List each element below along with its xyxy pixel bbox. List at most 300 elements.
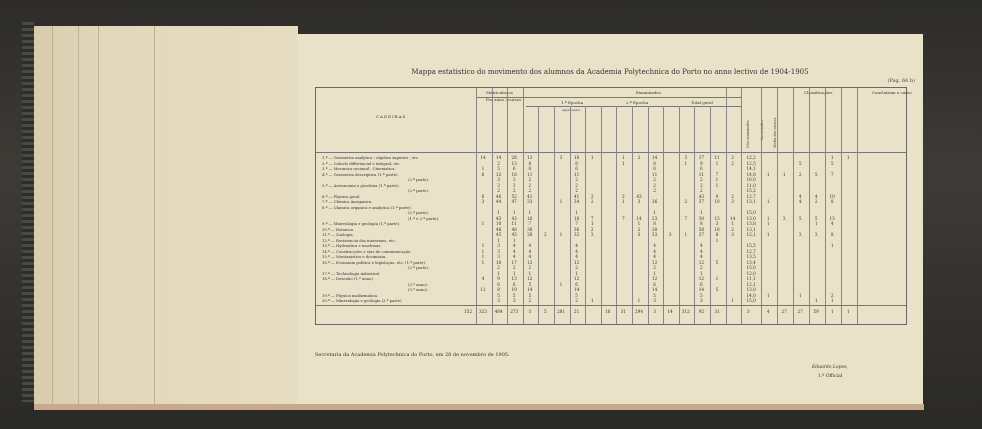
totals-cell: 5 — [544, 308, 547, 314]
footer-secretaria: Secretaria da Academia Polytechnica do Porto, em 28 de novembro de 1905. — [315, 352, 510, 358]
table-row-label: 15.ª — Montanistica e docimasia. — [322, 254, 387, 259]
table-cell: 1 — [684, 232, 688, 237]
table-cell: 6 — [575, 281, 578, 287]
totals-cell: 152 — [464, 308, 472, 314]
statistics-table — [315, 87, 912, 325]
table-cell: 1 — [700, 210, 703, 215]
table-column-rule — [841, 88, 842, 324]
table-cell: 1 — [715, 237, 719, 243]
header-cadeiras: CADEIRAS — [376, 114, 407, 119]
table-cell: 3 — [653, 298, 656, 303]
table-cell: 8 — [715, 232, 719, 237]
table-cell: 3 — [497, 177, 500, 182]
totals-cell: 31 — [620, 308, 627, 314]
table-cell: 2 — [653, 177, 656, 182]
table-cell: 1 — [559, 232, 563, 237]
table-cell: 8 — [497, 287, 500, 292]
table-cell: 45 — [495, 232, 502, 237]
table-cell: 4 — [653, 254, 656, 259]
header-media: Media dos valores — [773, 117, 777, 148]
table-cell: 1 — [731, 298, 734, 303]
header-approvados: Approvados — [562, 108, 580, 112]
table-cell: 3 — [559, 155, 563, 160]
table-cell: 1 — [700, 270, 703, 276]
table-cell: 12,0 — [746, 270, 756, 276]
table-cell: 15,5 — [746, 243, 756, 248]
totals-cell: 3 — [653, 308, 656, 314]
table-cell: 11 — [511, 221, 517, 226]
table-cell: 3 — [731, 199, 734, 204]
table-cell: 43 — [698, 193, 705, 199]
table-cell: 5 — [512, 292, 516, 298]
table-row-label: (1.ª e 2.ª parte). — [408, 215, 440, 221]
table-cell: 37 — [698, 232, 705, 237]
document-title: Mappa estatistico do movimento dos alumnos da Academia Polytechnica do Porto no anno lectivo de 1904-1905 — [411, 68, 809, 76]
table-cell: 16 — [495, 259, 502, 265]
table-cell: 7 — [575, 221, 578, 226]
table-cell: 4 — [798, 193, 802, 199]
signature-name: Eduardo Lopes, — [812, 365, 848, 370]
table-cell: 44 — [495, 199, 502, 204]
table-cell: 2 — [497, 188, 500, 193]
table-cell: 1 — [653, 210, 656, 215]
table-cell: 4 — [653, 248, 656, 254]
table-cell: 1 — [559, 281, 563, 287]
totals-cell: 27 — [781, 308, 787, 314]
table-row-label: (2.ª parte). — [408, 188, 430, 193]
table-cell: 5 — [798, 215, 802, 221]
table-cell: 2 — [700, 177, 703, 182]
table-column-rule — [857, 88, 858, 324]
table-cell: 12,1 — [746, 281, 756, 287]
table-cell: 12,1 — [746, 232, 756, 237]
table-cell: 1 — [481, 248, 485, 254]
table-cell: 9 — [700, 160, 703, 166]
table-cell: 43 — [511, 215, 517, 221]
table-cell: 1 — [575, 210, 578, 215]
totals-cell: 1 — [830, 308, 834, 314]
table-cell: 7 — [830, 171, 834, 177]
table-cell: 12 — [651, 259, 658, 265]
table-cell: 43 — [636, 193, 642, 199]
table-cell: 11 — [480, 287, 486, 292]
table-cell: 1 — [622, 199, 625, 204]
table-cell: 13,1 — [746, 199, 756, 204]
header-total-geral: Total geral — [691, 100, 713, 105]
table-cell: 16 — [573, 215, 580, 221]
totals-cell: 273 — [510, 308, 519, 314]
table-cell: 12,7 — [746, 193, 756, 199]
header-classificacoes: Classificações — [804, 90, 833, 95]
table-cell: 12 — [573, 259, 580, 265]
table-cell: 12 — [527, 259, 533, 265]
table-cell: 8 — [528, 160, 532, 166]
table-cell: 12,7 — [746, 248, 756, 254]
table-row-label: 3.ª — Mecanica racional ; Cinematica. — [322, 166, 396, 171]
table-cell: 14 — [636, 215, 642, 221]
table-cell: 6 — [700, 281, 703, 287]
table-cell: 13 — [511, 160, 517, 166]
table-cell: 5 — [715, 287, 719, 292]
table-cell: 13,8 — [746, 221, 756, 226]
totals-cell: 464 — [494, 308, 503, 314]
table-column-rule — [809, 88, 810, 324]
table-cell: 2 — [700, 188, 703, 193]
table-cell: 1 — [715, 160, 719, 166]
table-cell: 2 — [497, 265, 500, 270]
table-rule — [316, 305, 906, 306]
table-cell: 14 — [573, 287, 580, 292]
table-row-label: 17.ª — Technologia industrial. — [322, 270, 381, 276]
totals-cell: 1 — [846, 308, 850, 314]
table-cell: 14 — [651, 287, 658, 292]
table-row-label: 18.ª — Desenho (1.º anno). — [322, 276, 375, 281]
table-cell: 6 — [481, 171, 485, 177]
table-cell: 16 — [527, 215, 533, 221]
table-cell: 5 — [497, 166, 500, 171]
table-cell: 13 — [511, 276, 517, 281]
table-cell: 16,0 — [746, 177, 756, 182]
table-row-label: (3.º anno). — [408, 287, 429, 292]
table-cell: 3 — [637, 199, 641, 204]
table-cell: 4 — [700, 254, 703, 259]
header-licenciados: Licenciados — [760, 120, 764, 140]
table-cell: 47 — [511, 199, 517, 204]
table-cell: 3 — [512, 298, 516, 303]
table-column-rule — [777, 88, 778, 324]
table-cell: 3 — [497, 254, 500, 259]
totals-cell: 92 — [698, 308, 705, 314]
table-cell: 1 — [846, 155, 850, 160]
table-row-label: 13.ª — Hydraulica e machinas. — [322, 243, 382, 248]
table-cell: 4 — [700, 243, 703, 248]
page-stack — [34, 26, 298, 408]
table-cell: 30 — [698, 215, 705, 221]
table-cell: 3 — [481, 199, 485, 204]
table-cell: 7 — [684, 215, 688, 221]
totals-cell: 31 — [714, 308, 720, 314]
table-column-rule — [663, 106, 664, 324]
table-row-label: 7.ª — Chimica inorganica. — [322, 199, 373, 204]
table-cell: 4 — [830, 221, 834, 226]
table-cell: 4 — [575, 248, 578, 254]
table-cell: 1 — [622, 155, 625, 160]
table-cell: 1 — [497, 237, 500, 243]
table-cell: 5 — [497, 292, 500, 298]
table-cell: 2 — [830, 292, 834, 298]
table-cell: 6 — [512, 166, 516, 171]
table-cell: 18 — [511, 171, 517, 177]
totals-cell: 14 — [667, 308, 673, 314]
table-cell: 15,0 — [746, 265, 756, 270]
table-cell: 7 — [590, 215, 594, 221]
table-cell: 2 — [575, 177, 578, 182]
table-cell: 2 — [512, 265, 516, 270]
table-cell: 2 — [528, 182, 532, 188]
table-cell: 11 — [698, 171, 705, 177]
table-cell: 1 — [766, 292, 770, 298]
table-cell: 5 — [814, 171, 818, 177]
table-column-rule — [825, 88, 826, 324]
table-cell: 13 — [527, 155, 533, 160]
table-cell: 5 — [814, 215, 818, 221]
table-cell: 12 — [495, 171, 502, 177]
table-cell: 3 — [497, 248, 500, 254]
table-cell: 2 — [528, 298, 532, 303]
table-cell: 2 — [653, 188, 656, 193]
table-cell: 2 — [528, 265, 532, 270]
table-cell: 3 — [590, 232, 594, 237]
table-cell: 1 — [590, 221, 594, 226]
totals-cell: 312 — [681, 308, 690, 314]
table-cell: 1 — [766, 215, 770, 221]
table-cell: 6 — [575, 166, 578, 171]
table-row-label: 6.ª — Physica geral. — [322, 193, 361, 199]
table-cell: 1 — [637, 221, 641, 226]
table-cell: 4 — [700, 248, 703, 254]
table-cell: 1 — [798, 292, 802, 298]
table-cell: 1 — [512, 210, 516, 215]
table-cell: 11 — [573, 171, 580, 177]
table-rule — [316, 152, 906, 153]
totals-cell: 294 — [635, 308, 643, 314]
table-cell: 36 — [651, 199, 658, 204]
table-cell: 2 — [731, 155, 734, 160]
table-cell: 11 — [714, 155, 720, 160]
table-cell: 1 — [684, 160, 688, 166]
table-cell: 8 — [653, 160, 656, 166]
table-cell: 7 — [715, 171, 719, 177]
table-cell: 15,0 — [746, 210, 756, 215]
table-cell: 43 — [495, 215, 502, 221]
table-cell: 14,1 — [746, 166, 756, 171]
table-cell: 2 — [637, 226, 641, 232]
header-epoca2: 2.ª Epocha — [626, 100, 649, 105]
table-cell: 1 — [481, 254, 485, 259]
totals-cell: 323 — [479, 308, 487, 314]
table-cell: 36 — [573, 226, 580, 232]
table-cell: 1 — [481, 259, 485, 265]
table-cell: 11 — [651, 171, 658, 177]
table-row-label: (2.º anno). — [408, 281, 429, 287]
table-column-rule — [538, 106, 539, 324]
table-cell: 3 — [512, 182, 516, 188]
table-cell: 2 — [497, 160, 500, 166]
table-cell: 3 — [798, 232, 802, 237]
table-cell: 1 — [575, 270, 578, 276]
page-reference: (Pag. 66 b) — [887, 78, 915, 84]
table-cell: 2 — [575, 265, 578, 270]
table-row-label: 1.ª — Geometria analytica ; algebra superior ; etc. — [322, 155, 420, 160]
table-cell: 1 — [830, 243, 834, 248]
folded-sheet — [297, 34, 923, 404]
table-cell: 10 — [495, 221, 502, 226]
table-cell: 2 — [575, 188, 578, 193]
table-cell: 11,1 — [746, 276, 756, 281]
header-nao-examinados: Não examinados — [746, 120, 750, 148]
table-column-rule — [726, 88, 727, 324]
table-cell: 2 — [575, 298, 578, 303]
table-cell: 14,8 — [746, 171, 756, 177]
table-cell: 1 — [481, 221, 485, 226]
table-cell: 4 — [528, 243, 532, 248]
table-cell: 1 — [481, 243, 485, 248]
table-cell: 1 — [528, 210, 532, 215]
table-cell: 3 — [731, 232, 734, 237]
table-cell: 14,0 — [746, 292, 756, 298]
table-cell: 1 — [830, 298, 834, 303]
table-cell: 11,0 — [746, 182, 756, 188]
table-cell: 3 — [512, 177, 516, 182]
table-cell: 4 — [814, 193, 818, 199]
table-cell: 33 — [527, 199, 533, 204]
table-cell: 14 — [698, 287, 705, 292]
header-concluiram: Concluiram o curso — [872, 90, 912, 95]
table-column-rule — [793, 88, 794, 324]
table-cell: 3 — [637, 232, 641, 237]
signature-role: 1.º Official — [818, 374, 843, 379]
table-row-label: (2.ª parte). — [408, 210, 430, 215]
table-cell: 6 — [653, 166, 656, 171]
table-cell: 1 — [653, 270, 656, 276]
table-cell: 5 — [528, 281, 532, 287]
table-cell: 5 — [528, 292, 532, 298]
table-cell: 10 — [714, 199, 720, 204]
table-cell: 12 — [527, 276, 533, 281]
table-cell: 5 — [575, 292, 578, 298]
table-cell: 2 — [731, 226, 734, 232]
table-cell: 1 — [731, 221, 734, 226]
table-cell: 2 — [731, 160, 734, 166]
totals-cell: 4 — [766, 308, 770, 314]
table-cell: 1 — [590, 155, 594, 160]
table-cell: 1 — [782, 171, 786, 177]
table-cell: 2 — [528, 188, 532, 193]
table-cell: 3 — [782, 215, 786, 221]
header-por-anno: Por anno / cursos — [486, 97, 522, 102]
table-cell: 13,1 — [746, 226, 756, 232]
table-cell: 5 — [798, 160, 802, 166]
table-cell: 14 — [495, 155, 502, 160]
table-cell: 1 — [622, 160, 625, 166]
table-cell: 13,0 — [746, 287, 756, 292]
table-cell: 15,2 — [746, 188, 756, 193]
table-cell: 4 — [575, 254, 578, 259]
table-row-label: 11.ª — Zoologia. — [322, 232, 354, 237]
table-cell: 2 — [512, 188, 516, 193]
table-cell: 14 — [527, 287, 533, 292]
table-cell: 2 — [700, 265, 703, 270]
totals-cell: 16 — [605, 308, 611, 314]
table-cell: 3 — [497, 298, 500, 303]
table-cell: 37 — [698, 199, 705, 204]
table-row-label: 16.ª — Economia politica e legislação, etc. (1.ª parte). — [322, 259, 427, 265]
table-cell: 11 — [527, 171, 533, 177]
table-row-label: (2.ª parte). — [408, 177, 430, 182]
table-cell: 45 — [511, 232, 517, 237]
table-cell: 2 — [684, 199, 688, 204]
table-cell: 2 — [814, 199, 818, 204]
table-column-rule — [761, 88, 762, 324]
table-cell: 1 — [715, 182, 719, 188]
table-cell: 2 — [590, 226, 594, 232]
table-cell: 4 — [575, 243, 578, 248]
table-cell: 28 — [511, 155, 517, 160]
table-cell: 7 — [528, 221, 532, 226]
table-cell: 19 — [511, 287, 517, 292]
table-cell: 7 — [622, 215, 625, 221]
table-cell: 1 — [766, 232, 770, 237]
table-cell: 6 — [653, 281, 656, 287]
table-cell: 4 — [528, 254, 532, 259]
table-cell: 1 — [559, 199, 563, 204]
table-cell: 5 — [653, 292, 656, 298]
table-cell: 2 — [653, 265, 656, 270]
table-column-rule — [554, 106, 555, 324]
table-cell: 8 — [700, 221, 703, 226]
table-row-label: 5.ª — Astronomia e geodesia (1.ª parte). — [322, 182, 400, 188]
table-cell: 8 — [830, 199, 834, 204]
table-rule — [476, 97, 742, 98]
table-cell: 10 — [714, 226, 720, 232]
table-cell: 2 — [622, 193, 625, 199]
table-cell: 2 — [653, 182, 656, 188]
table-cell: 8 — [830, 232, 834, 237]
table-cell: 1 — [481, 166, 485, 171]
table-cell: 14 — [651, 155, 658, 160]
table-cell: 13,5 — [746, 254, 756, 259]
table-cell: 4 — [512, 248, 516, 254]
table-cell: 2 — [590, 199, 594, 204]
table-cell: 17 — [698, 155, 705, 160]
table-cell: 1 — [497, 210, 500, 215]
table-cell: 23 — [651, 215, 658, 221]
table-cell: 13 — [714, 215, 720, 221]
table-cell: 1 — [814, 298, 818, 303]
table-cell: 13 — [829, 215, 835, 221]
table-row-label: 20.ª — Mineralogia e geologia (2.ª parte). — [322, 298, 403, 303]
table-cell: 1 — [830, 155, 834, 160]
table-cell: 13,4 — [746, 259, 756, 265]
table-cell: 4 — [798, 199, 802, 204]
table-cell: 12 — [573, 276, 580, 281]
table-cell: 4 — [653, 243, 656, 248]
table-cell: 4 — [481, 276, 485, 281]
table-cell: 9 — [497, 276, 500, 281]
table-cell: 3 — [814, 232, 818, 237]
table-cell: 1 — [512, 237, 516, 243]
table-cell: 8 — [575, 160, 578, 166]
header-epoca1: 1.ª Epocha — [561, 100, 584, 105]
table-cell: 38 — [698, 226, 705, 232]
table-cell: 1 — [766, 171, 770, 177]
table-cell: 1 — [814, 221, 818, 226]
table-cell: 14 — [480, 155, 486, 160]
table-cell: 36 — [527, 226, 533, 232]
table-cell: 1 — [512, 270, 516, 276]
table-cell: 1 — [528, 270, 532, 276]
table-cell: 4 — [528, 248, 532, 254]
table-row-label: 9.ª — Mineralogia e geologia (1.ª parte). — [322, 221, 401, 226]
table-cell: 32 — [573, 232, 580, 237]
table-column-rule — [601, 106, 602, 324]
table-row-label: 12.ª — Resistencia dos materiaes, etc. — [322, 237, 396, 243]
table-cell: 16 — [573, 155, 580, 160]
table-cell: 6 — [528, 166, 532, 171]
table-cell: 15,0 — [746, 298, 756, 303]
table-cell: 3 — [668, 232, 672, 237]
table-row-label: 8.ª — Chimica organica e analytica (1.ª parte). — [322, 204, 412, 210]
